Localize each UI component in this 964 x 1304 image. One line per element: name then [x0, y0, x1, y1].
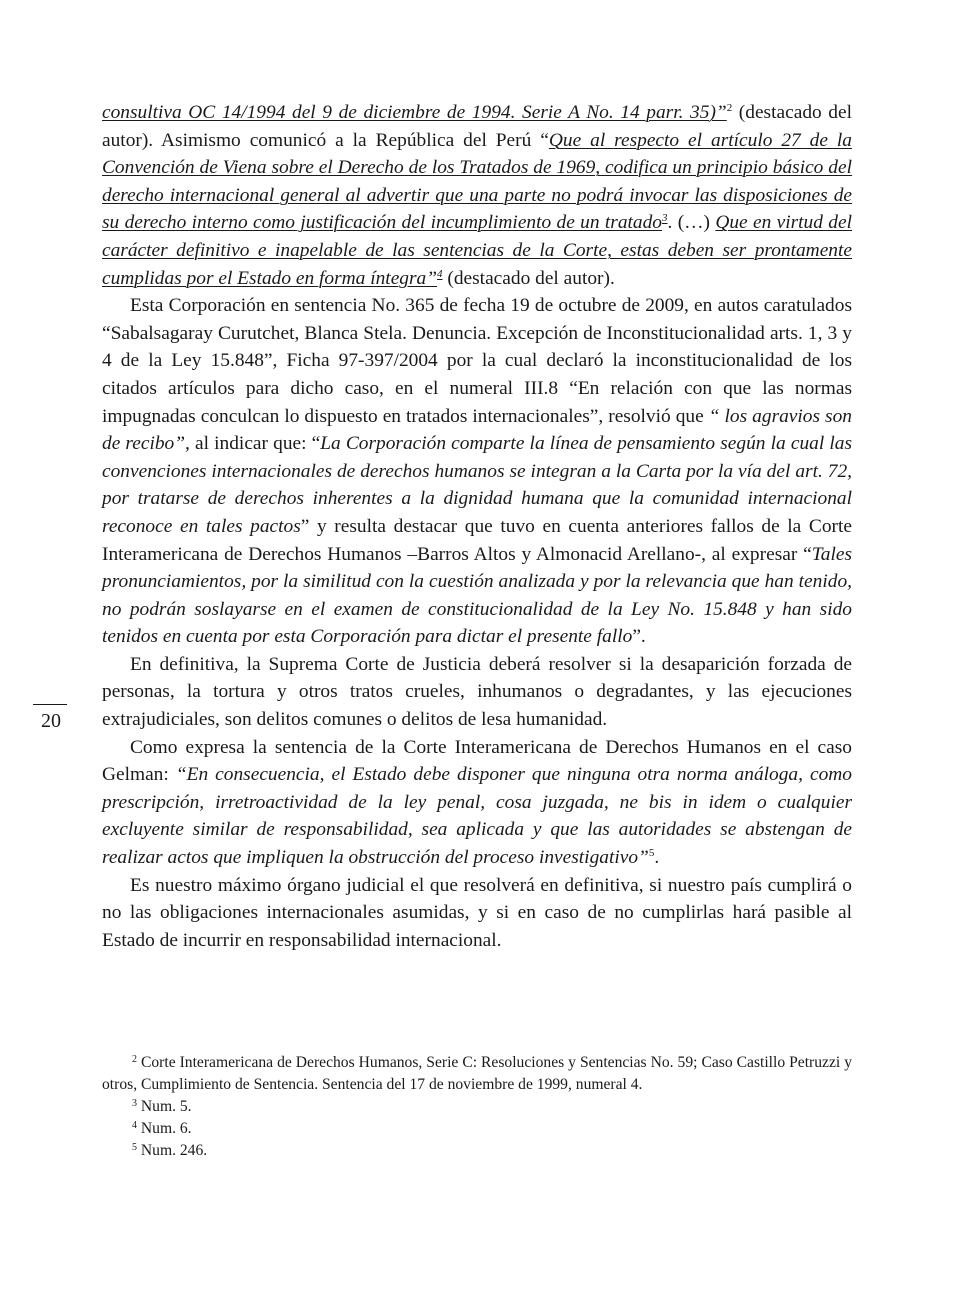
- footnote-number: 4: [132, 1120, 137, 1131]
- text-span: .: [654, 847, 660, 869]
- footnote-4: [102, 1118, 852, 1140]
- italic-quote: “ los agravios son de recibo”,: [102, 405, 852, 455]
- paragraph-1: [102, 99, 852, 292]
- page-number: 20: [41, 710, 61, 732]
- text-span: (destacado del autor). Asimismo comunicó a la República del Perú “: [102, 102, 852, 151]
- footnote-number: 2: [132, 1054, 137, 1065]
- footnote-text: Corte Interamericana de Derechos Humanos, Serie C: Resoluciones y Sentencias No. 59; Caso Castillo Petruzzi y otros, Cumplimiento de Sentencia. Sentencia del 17 de noviembre de 1999, numeral 4.: [102, 1054, 852, 1093]
- footnote-ref-5: 5: [648, 847, 655, 860]
- main-text: [102, 99, 852, 954]
- footnote-ref-2: 2: [726, 102, 733, 114]
- paragraph-4: [102, 734, 852, 872]
- italic-quote-gelman: “En consecuencia, el Estado debe disponer que ninguna otra norma análoga, como prescripción, irretroactividad de la ley penal, cosa juzgada, ne bis in idem o cualquier excluyente similar de responsabilidad, sea aplicada y que las autoridades se abstengan de realizar actos que impliquen la obstrucción del proceso investigativo”: [102, 764, 852, 869]
- footnote-5: [102, 1140, 852, 1162]
- footnote-number: 5: [132, 1142, 137, 1153]
- footnote-text: Num. 5.: [137, 1098, 192, 1115]
- paragraph-2: [102, 292, 852, 651]
- paragraph-3: En definitiva, la Suprema Corte de Justicia deberá resolver si la desaparición forzada de personas, la tortura y otros tratos crueles, inhumanos o degradantes, y las ejecuciones extrajudiciales, son delitos comunes o delitos de lesa humanidad.: [102, 653, 852, 731]
- footnote-text: Num. 246.: [137, 1142, 208, 1159]
- text-span: ” y resulta destacar que tuvo en cuenta anteriores fallos de la Corte Interamericana de Derechos Humanos –Barros Altos y Almonacid Arellano-, al expresar “: [102, 515, 852, 565]
- footnote-number: 3: [132, 1098, 137, 1109]
- quote-convencion-viena: Que al respecto el artículo 27 de la Convención de Viena sobre el Derecho de los Tratados de 1969, codifica un principio básico del derecho internacional general al advertir que una parte no podrá invocar las disposiciones de su derecho interno como justificación del incumplimiento de un tratado: [102, 129, 852, 234]
- page-number-rule: [33, 704, 67, 705]
- italic-quote: La Corporación comparte la línea de pensamiento según la cual las convenciones internacionales de derechos humanos se integran a la Carta por la vía del art. 72, por tratarse de derechos inherentes a la dignidad humana que la comunidad internacional reconoce en tales pactos: [102, 433, 852, 537]
- footnote-3: [102, 1096, 852, 1118]
- footnote-ref-3: 3: [662, 212, 668, 225]
- text-span: Como expresa la sentencia de la Corte Interamericana de Derechos Humanos en el caso Gelman:: [102, 736, 852, 786]
- footnote-ref-4: 4: [437, 267, 443, 280]
- paragraph-5: Es nuestro máximo órgano judicial el que resolverá en definitiva, si nuestro país cumplirá o no las obligaciones internacionales asumidas, y si en caso de no cumplirlas hará pasible al Estado de incurrir en responsabilidad internacional.: [102, 874, 852, 951]
- quote-oc-14-1994: consultiva OC 14/1994 del 9 de diciembre de 1994. Serie A No. 14 parr. 35)”: [102, 102, 727, 123]
- italic-quote: Tales pronunciamientos, por la similitud con la cuestión analizada y por la relevancia que han tenido, no podrán soslayarse en el examen de constitucionalidad de la Ley No. 15.848 y han sido tenidos en cuenta por esta Corporación para dictar el presente fallo: [102, 543, 852, 648]
- quote-sentencias-corte: Que en virtud del carácter definitivo e inapelable de las sentencias de la Corte, estas deben ser prontamente cumplidas por el Estado en forma íntegra”: [102, 212, 852, 289]
- text-span: al indicar que: “: [189, 433, 321, 455]
- text-span: ”.: [632, 626, 646, 648]
- footnotes: [102, 1052, 852, 1162]
- footnote-2: [102, 1052, 852, 1096]
- text-span: (destacado del autor).: [442, 267, 615, 289]
- text-span: Esta Corporación en sentencia No. 365 de fecha 19 de octubre de 2009, en autos caratulados “Sabalsagaray Curutchet, Blanca Stela. Denuncia. Excepción de Inconstitucionalidad arts. 1, 3 y 4 de la Ley 15.848”, Ficha 97-397/2004 por la cual declaró la inconstitucionalidad de los citados artículos para dicho caso, en el numeral III.8 “En relación con que las normas impugnadas conculcan lo dispuesto en tratados internacionales”, resolvió que: [102, 295, 852, 427]
- text-span: . (…): [667, 212, 716, 234]
- footnote-text: Num. 6.: [137, 1120, 192, 1137]
